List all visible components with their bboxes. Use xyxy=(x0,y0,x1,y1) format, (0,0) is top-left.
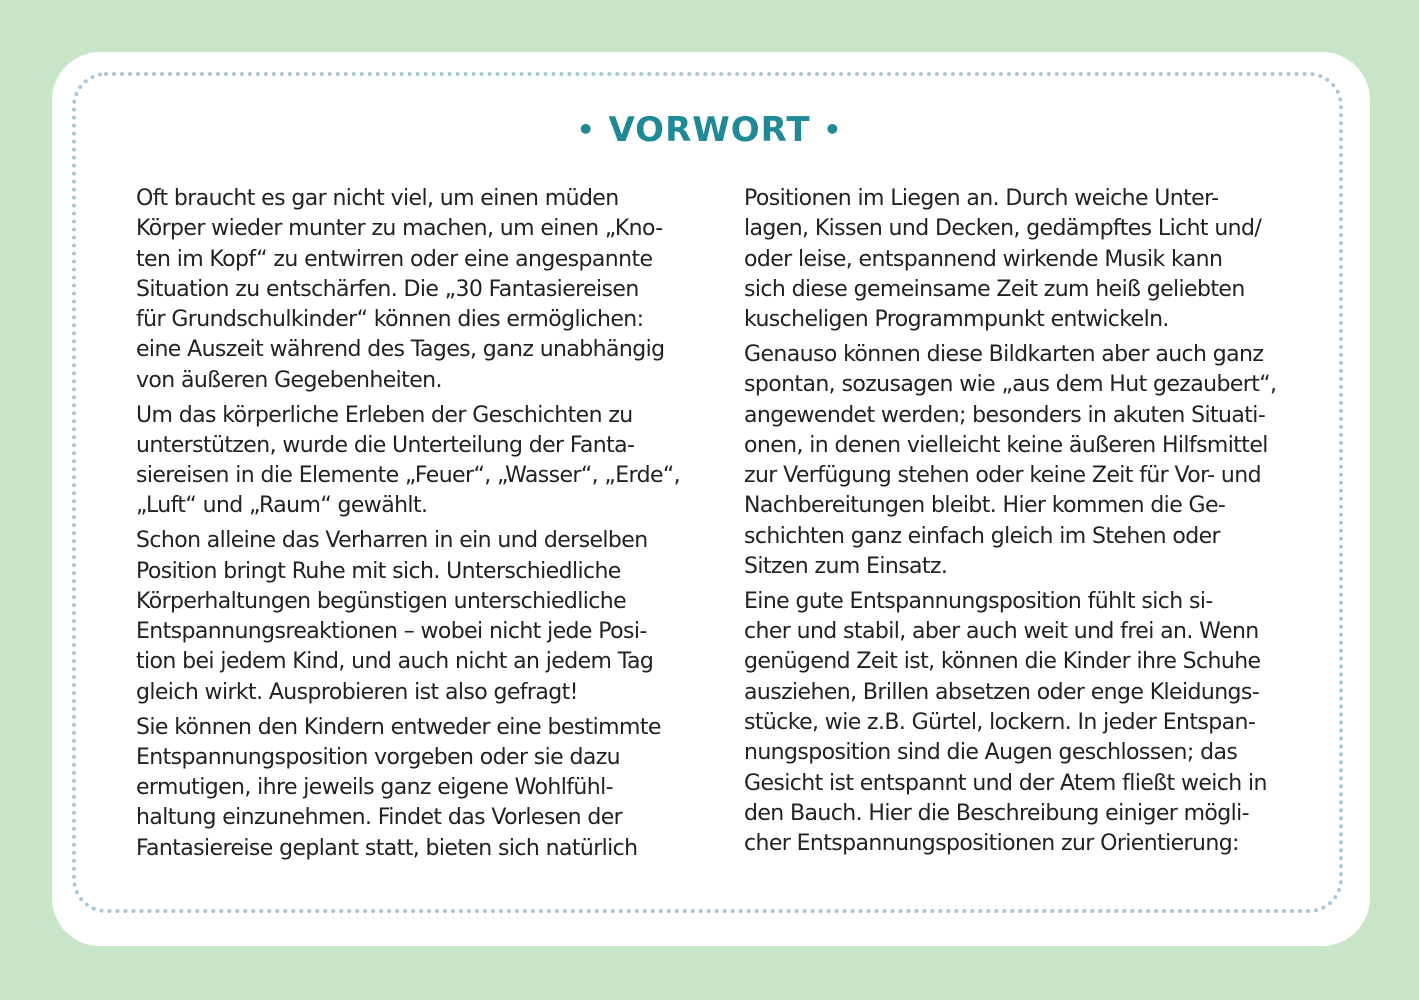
text-line: ausziehen, Brillen absetzen oder enge Kleidungs- xyxy=(744,679,1260,705)
text-line: siereisen in die Elemente „Feuer“, „Wasser“, „Erde“, xyxy=(136,463,681,489)
paragraph xyxy=(136,184,696,396)
paragraph xyxy=(136,526,696,708)
text-line: sich diese gemeinsame Zeit zum heiß geliebten xyxy=(744,276,1245,302)
text-line: Situation zu entschärfen. Die „30 Fantasiereisen xyxy=(136,276,639,302)
text-line: Sie können den Kindern entweder eine bestimmte xyxy=(136,714,661,740)
text-line: Genauso können diese Bildkarten aber auch ganz xyxy=(744,341,1264,367)
left-text-column xyxy=(136,184,696,869)
text-line: schichten ganz einfach gleich im Stehen oder xyxy=(744,523,1220,549)
text-line: Sitzen zum Einsatz. xyxy=(744,554,948,580)
text-line: Eine gute Entspannungsposition fühlt sich si- xyxy=(744,588,1213,614)
text-line: Position bringt Ruhe mit sich. Unterschiedliche xyxy=(136,558,621,584)
right-text-column xyxy=(744,184,1304,864)
text-line: Nachbereitungen bleibt. Hier kommen die Ge- xyxy=(744,493,1226,519)
text-line: oder leise, entspannend wirkende Musik kann xyxy=(744,246,1223,272)
title-bullet-left: • xyxy=(576,113,596,146)
text-line: gleich wirkt. Ausprobieren ist also gefragt! xyxy=(136,679,578,705)
text-line: zur Verfügung stehen oder keine Zeit für Vor- und xyxy=(744,463,1261,489)
text-line: ermutigen, ihre jeweils ganz eigene Wohlfühl- xyxy=(136,775,613,801)
text-line: „Luft“ und „Raum“ gewählt. xyxy=(136,493,428,519)
title-bullet-right: • xyxy=(823,113,843,146)
text-line: Oft braucht es gar nicht viel, um einen müden xyxy=(136,186,619,211)
text-line: nungsposition sind die Augen geschlossen; das xyxy=(744,740,1238,766)
text-line: Gesicht ist entspannt und der Atem fließt weich in xyxy=(744,770,1267,796)
text-line: Körper wieder munter zu machen, um einen „Kno- xyxy=(136,216,663,242)
text-line: unterstützen, wurde die Unterteilung der Fanta- xyxy=(136,432,635,458)
paragraph xyxy=(744,184,1304,335)
text-line: Entspannungsposition vorgeben oder sie dazu xyxy=(136,744,621,770)
text-line: von äußeren Gegebenheiten. xyxy=(136,367,442,393)
paragraph xyxy=(136,713,696,864)
text-line: stücke, wie z.B. Gürtel, lockern. In jeder Entspan- xyxy=(744,710,1256,736)
text-line: tion bei jedem Kind, und auch nicht an jedem Tag xyxy=(136,649,654,675)
text-line: Körperhaltungen begünstigen unterschiedliche xyxy=(136,588,627,614)
text-line: spontan, sozusagen wie „aus dem Hut gezaubert“, xyxy=(744,372,1277,398)
text-line: eine Auszeit während des Tages, ganz unabhängig xyxy=(136,337,665,363)
text-line: cher Entspannungspositionen zur Orientierung: xyxy=(744,831,1239,857)
text-line: Entspannungsreaktionen – wobei nicht jede Posi- xyxy=(136,619,647,645)
text-line: lagen, Kissen und Decken, gedämpftes Licht und/ xyxy=(744,216,1262,242)
text-line: Positionen im Liegen an. Durch weiche Unter- xyxy=(744,186,1219,211)
text-line: kuscheligen Programmpunkt entwickeln. xyxy=(744,307,1169,333)
paragraph xyxy=(136,401,696,522)
text-line: Fantasiereise geplant statt, bieten sich natürlich xyxy=(136,835,638,861)
text-line: cher und stabil, aber auch weit und frei an. Wenn xyxy=(744,619,1259,645)
text-line: angewendet werden; besonders in akuten Situati- xyxy=(744,402,1266,428)
paragraph xyxy=(744,587,1304,860)
text-line: genügend Zeit ist, können die Kinder ihre Schuhe xyxy=(744,649,1261,675)
text-line: den Bauch. Hier die Beschreibung einiger mögli- xyxy=(744,800,1250,826)
paragraph xyxy=(744,340,1304,582)
page-title xyxy=(0,108,1419,152)
title-text: VORWORT xyxy=(608,110,811,150)
text-line: Um das körperliche Erleben der Geschichten zu xyxy=(136,402,633,428)
text-line: Schon alleine das Verharren in ein und derselben xyxy=(136,528,648,554)
text-line: onen, in denen vielleicht keine äußeren Hilfsmittel xyxy=(744,432,1268,458)
text-line: ten im Kopf“ zu entwirren oder eine angespannte xyxy=(136,246,653,272)
text-line: für Grundschulkinder“ können dies ermöglichen: xyxy=(136,307,644,333)
text-line: haltung einzunehmen. Findet das Vorlesen der xyxy=(136,805,623,831)
